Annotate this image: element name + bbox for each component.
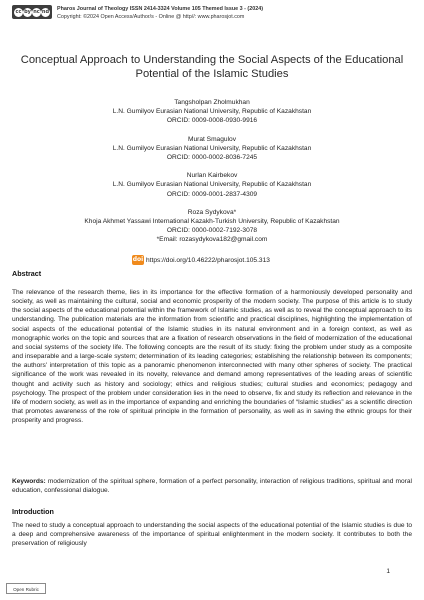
author-orcid: ORCID: 0009-0001-2837-4309 <box>166 190 258 198</box>
author-block <box>12 171 412 199</box>
open-rubric-tag: Open Rubric <box>6 583 46 594</box>
author-block <box>12 98 412 126</box>
abstract-text: The relevance of the research theme, lies in its importance for the effective formation of a harmoniously developed personality and society, as well as maintaining the cultural, social and economic prosperity of the modern society. The purpose of this article is to study the social aspects of the educational potential within the framework of Islamic studies, as well as to reveal the conceptual approach to its understanding. The publication materials are the information from scientific and practical disciplines, highlighting the implementation of social aspects of the educational potential of the Islamic studies in its natural environment and in a foreign context, as well as monographic works on the topic and sources that are a fixation of research observations in the field of modernization of the educational and social systems of the society life. The following concepts are the result of its study: fixing the problem under study as a composite and inseparable and a large-scale system; determination of its leading categories; establishing the relationship between its components; the authors' interpretation of this topic as a panoramic phenomenon interconnected with many other spheres of society. The practical significance of the work was revealed in its novelty, relevance and demand among representatives of the leading areas of scientific thought and activity such as history and sociology; ethics and religious studies; cultural studies and economics; pedagogy and psychology. The prospect of the problem under consideration lies in the need to observe, fix and study its reflection and relevance in the life of modern society, as well as in the importance of expanding and enriching the boundaries of “Islamic studies” as a scientific direction that promotes awareness of the role of spiritual principle in the formation of personality, as well as in saving the ethnic groups for their prosperity and progress. <box>12 289 412 425</box>
doi-icon: doi <box>132 256 144 263</box>
introduction-text: The need to study a conceptual approach to understanding the social aspects of the educational potential of the Islamic studies is due to a deep and comprehensive awareness of the importance of spiritual enlightenment in the modern society. It contributes to both the preservation of religiously <box>12 522 412 548</box>
author-orcid: ORCID: 0000-0002-8036-7245 <box>166 154 258 162</box>
author-list <box>12 98 412 254</box>
author-affiliation: L.N. Gumilyov Eurasian National University, Republic of Kazakhstan <box>112 144 312 152</box>
doi-link[interactable] <box>132 255 270 265</box>
keywords-paragraph <box>12 477 412 495</box>
author-block <box>12 208 412 245</box>
cc-icon: cc <box>15 8 22 15</box>
introduction-heading: Introduction <box>12 507 54 516</box>
cc-license-badge[interactable] <box>12 5 52 19</box>
author-affiliation: Khoja Akhmet Yassawi International Kazakh-Turkish University, Republic of Kazakhstan <box>84 218 340 226</box>
author-affiliation: L.N. Gumilyov Eurasian National University, Republic of Kazakhstan <box>112 181 312 189</box>
keywords-label: Keywords: <box>12 478 46 485</box>
author-name: Nurlan Kairbekov <box>186 172 238 180</box>
author-affiliation: L.N. Gumilyov Eurasian National University, Republic of Kazakhstan <box>112 108 312 116</box>
copyright-line: Copyright: ©2024 Open Access/Author/s - Online @ http//: www.pharosjot.com <box>57 14 245 20</box>
journal-header <box>57 5 417 21</box>
author-block <box>12 135 412 163</box>
author-email[interactable]: *Email: rozasydykova182@gmail.com <box>156 236 268 244</box>
author-orcid: ORCID: 0009-0008-0930-9916 <box>166 117 258 125</box>
author-name: Tangsholpan Zholmukhan <box>174 99 250 106</box>
author-name: Roza Sydykova* <box>187 208 237 216</box>
by-icon: by <box>24 8 31 15</box>
doi-url[interactable]: https://doi.org/10.46222/pharosjot.105.313 <box>146 256 270 264</box>
author-name: Murat Smagulov <box>187 135 236 143</box>
paper-title: Conceptual Approach to Understanding the Social Aspects of the Educational Potential of the Islamic Studies <box>20 54 404 80</box>
abstract-heading: Abstract <box>12 269 42 278</box>
nc-icon: nc <box>33 8 40 15</box>
journal-line: Pharos Journal of Theology ISSN 2414-3324 Volume 105 Themed Issue 3 - (2024) <box>57 6 264 12</box>
keywords-text: modernization of the spiritual sphere, formation of a perfect personality, interaction of religious traditions, spiritual and moral education, confessional dialogue. <box>12 478 412 495</box>
page-number: 1 <box>386 568 390 575</box>
author-orcid: ORCID: 0000-0002-7192-3078 <box>166 227 258 235</box>
nd-icon: nd <box>41 8 50 15</box>
